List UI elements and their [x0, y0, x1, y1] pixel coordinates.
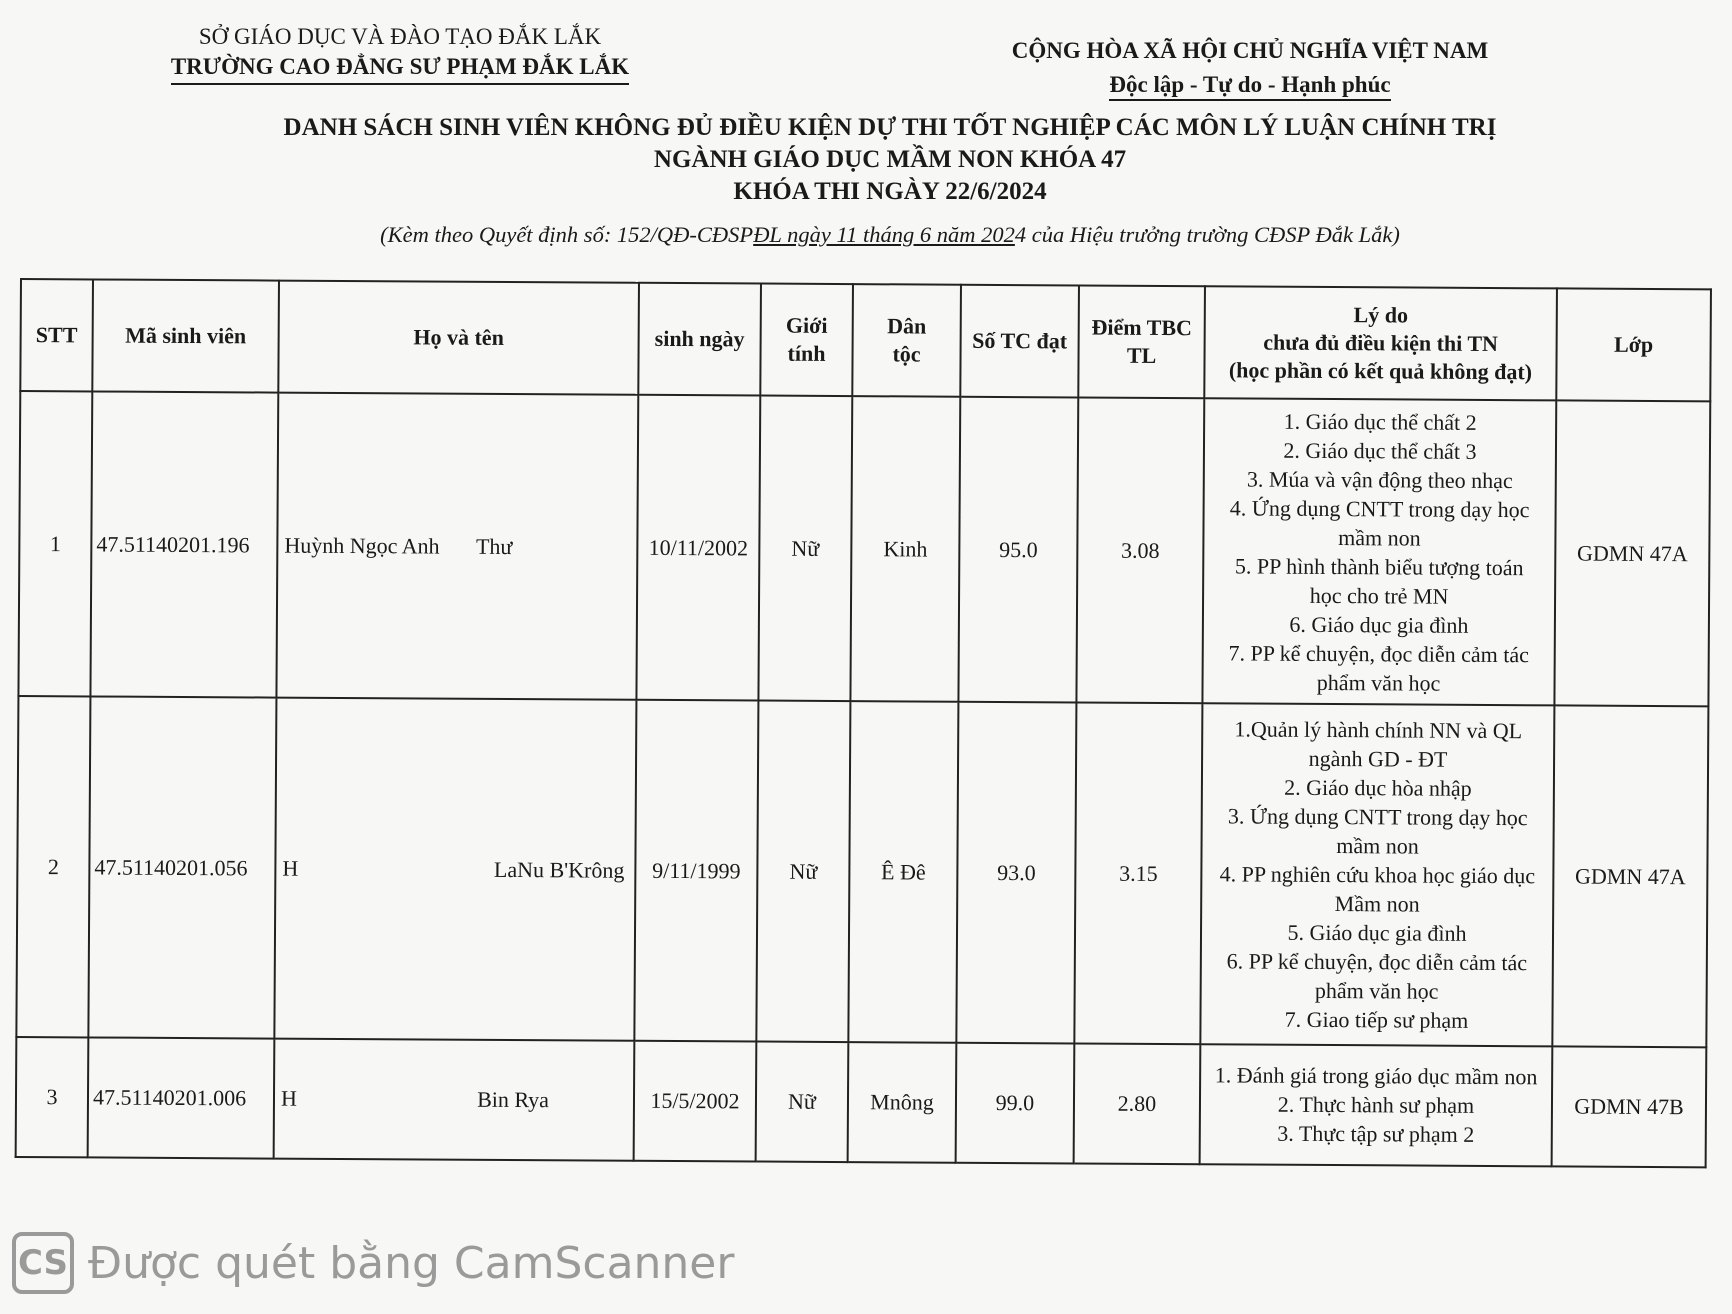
row-gender: Nữ [756, 701, 850, 1042]
reason-line: 5. PP hình thành biểu tượng toán [1234, 553, 1524, 580]
col-gpa-line-2: TL [1126, 342, 1157, 368]
reason-line: Mầm non [1334, 891, 1420, 917]
row-given-name: LaNu B'Krông [493, 856, 625, 883]
row-birth-date: 10/11/2002 [636, 395, 760, 701]
row-full-name [276, 393, 638, 701]
reason-line: 2. Giáo dục thể chất 3 [1283, 437, 1477, 464]
col-full-name: Họ và tên [278, 281, 639, 395]
reason-line: 3. Ứng dụng CNTT trong dạy học [1227, 803, 1528, 831]
row-class: GDMN 47A [1552, 706, 1708, 1047]
col-ethnicity-line-2: tộc [892, 341, 921, 367]
row-ethnicity: Kinh [850, 396, 960, 702]
col-reason-line-1: Lý do [1353, 302, 1409, 328]
camscanner-text: Được quét bằng CamScanner [88, 1237, 735, 1289]
title-line-1: DANH SÁCH SINH VIÊN KHÔNG ĐỦ ĐIỀU KIỆN DỰ THI TỐT NGHIỆP CÁC MÔN LÝ LUẬN CHÍNH TRỊ [283, 114, 1497, 141]
table-row [16, 1037, 1707, 1167]
row-class: GDMN 47A [1554, 400, 1710, 706]
reason-line: 4. Ứng dụng CNTT trong dạy học [1229, 495, 1530, 522]
row-ethnicity: Ê Đê [848, 701, 958, 1042]
reason-line: 7. Giao tiếp sư phạm [1284, 1006, 1469, 1033]
row-reasons [1200, 1044, 1553, 1166]
reason-line: học cho trẻ MN [1309, 582, 1449, 609]
decision-ref-part-b: ĐL ngày 11 tháng 6 năm 202 [753, 222, 1015, 247]
col-student-id: Mã sinh viên [92, 279, 279, 392]
row-stt: 1 [18, 391, 92, 697]
row-given-name: Bin Rya [477, 1086, 550, 1113]
row-credits: 99.0 [956, 1043, 1075, 1164]
reason-line: mầm non [1336, 833, 1419, 859]
col-gpa-line-1: Điểm TBC [1091, 314, 1193, 341]
reason-line: ngành GD - ĐT [1308, 745, 1448, 772]
row-ethnicity: Mnông [848, 1042, 957, 1163]
row-birth-date: 15/5/2002 [634, 1041, 757, 1162]
row-birth-date: 9/11/1999 [634, 700, 758, 1041]
row-given-name: Thư [475, 533, 513, 559]
row-credits: 95.0 [958, 397, 1078, 703]
reason-line: 3. Thực tập sư phạm 2 [1277, 1121, 1475, 1148]
row-student-id: 47.51140201.006 [88, 1037, 275, 1158]
col-gender-line-1: Giới [785, 312, 828, 338]
row-family-name: Huỳnh Ngọc Anh [284, 532, 440, 559]
school-name: TRƯỜNG CAO ĐẲNG SƯ PHẠM ĐẮK LẮK [171, 52, 629, 85]
reason-line: 6. Giáo dục gia đình [1289, 611, 1469, 638]
row-family-name: H [280, 1085, 297, 1111]
row-gender: Nữ [758, 396, 852, 702]
col-gender [760, 284, 853, 397]
col-reason-line-3: (học phần có kết quả không đạt) [1228, 357, 1533, 385]
reason-line: 1. Giáo dục thể chất 2 [1283, 408, 1477, 435]
col-ethnicity [852, 284, 961, 397]
row-gpa: 2.80 [1074, 1043, 1201, 1164]
title-line-2: NGÀNH GIÁO DỤC MẦM NON KHÓA 47 [653, 146, 1127, 173]
row-student-id: 47.51140201.056 [88, 697, 276, 1039]
reason-line: phẩm văn học [1314, 978, 1439, 1004]
row-student-id: 47.51140201.196 [90, 391, 278, 698]
reason-line: 2. Thực hành sư phạm [1277, 1092, 1475, 1119]
row-stt: 3 [16, 1037, 89, 1158]
reason-line: mầm non [1338, 524, 1421, 551]
col-ethnicity-line-1: Dân [887, 313, 927, 339]
national-motto: Độc lập - Tự do - Hạnh phúc [1109, 71, 1390, 101]
agency-header [120, 22, 680, 85]
document-title [150, 112, 1630, 208]
camscanner-logo-icon: CS [12, 1232, 74, 1294]
reason-line: phẩm văn học [1316, 669, 1441, 696]
department-name: SỞ GIÁO DỤC VÀ ĐÀO TẠO ĐẮK LẮK [198, 24, 602, 49]
col-gpa [1078, 285, 1205, 398]
row-reasons [1200, 704, 1554, 1047]
reason-line: 5. Giáo dục gia đình [1287, 919, 1467, 946]
row-stt: 2 [16, 696, 90, 1037]
col-birth-date: sinh ngày [638, 283, 761, 396]
col-reason [1204, 286, 1557, 400]
reason-line: 2. Giáo dục hòa nhập [1284, 774, 1472, 801]
col-gender-line-2: tính [787, 340, 826, 366]
row-gender: Nữ [756, 1041, 849, 1162]
camscanner-watermark [12, 1232, 734, 1294]
national-header [960, 34, 1540, 102]
title-line-3: KHÓA THI NGÀY 22/6/2024 [733, 178, 1047, 205]
col-reason-line-2: chưa đủ điều kiện thi TN [1263, 329, 1499, 357]
reason-line: 3. Múa và vận động theo nhạc [1246, 466, 1513, 493]
row-full-name [274, 1038, 635, 1160]
col-stt: STT [20, 279, 93, 391]
row-gpa: 3.08 [1076, 397, 1204, 703]
col-credits: Số TC đạt [960, 285, 1079, 398]
reason-line: 1. Đánh giá trong giáo dục mầm non [1214, 1062, 1538, 1090]
reason-line: 1.Quản lý hành chính NN và QL [1234, 716, 1523, 744]
country-name: CỘNG HÒA XÃ HỘI CHỦ NGHĨA VIỆT NAM [1011, 38, 1489, 63]
table-header-row [20, 279, 1711, 401]
row-credits: 93.0 [956, 702, 1076, 1043]
row-reasons [1202, 398, 1556, 706]
table-row [18, 391, 1710, 707]
table-row [16, 696, 1708, 1047]
decision-ref-part-a: (Kèm theo Quyết định số: 152/QĐ-CĐSP [380, 222, 754, 247]
row-class: GDMN 47B [1552, 1046, 1707, 1167]
col-class: Lớp [1556, 288, 1711, 401]
row-full-name [274, 698, 636, 1041]
reason-line: 4. PP nghiên cứu khoa học giáo dục [1219, 861, 1536, 889]
student-list-table [15, 278, 1712, 1168]
row-gpa: 3.15 [1074, 703, 1202, 1044]
reason-line: 7. PP kể chuyện, đọc diễn cảm tác [1228, 640, 1529, 667]
reason-line: 6. PP kể chuyện, đọc diễn cảm tác [1226, 948, 1528, 976]
row-family-name: H [282, 855, 299, 881]
decision-ref-part-c: 4 của Hiệu trưởng trường CĐSP Đắk Lắk) [1014, 222, 1400, 247]
decision-reference [150, 220, 1630, 250]
